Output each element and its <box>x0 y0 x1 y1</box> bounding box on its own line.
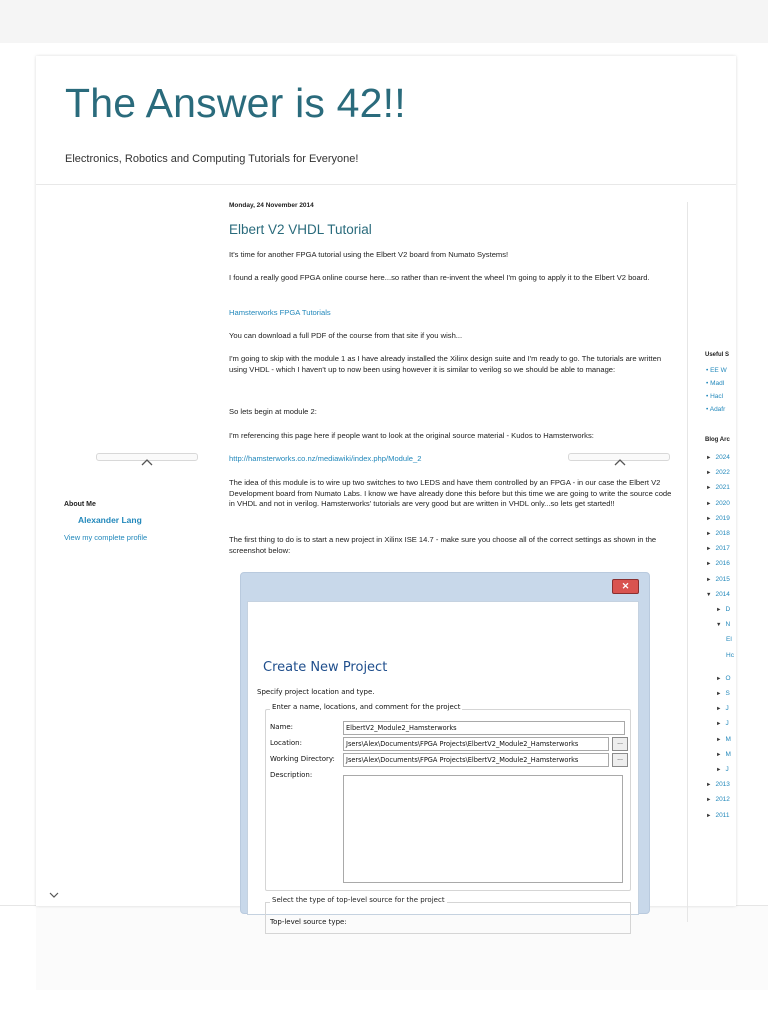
post-paragraph: The idea of this module is to wire up two switches to two LEDS and have them controlled by an FPGA - in our case the Elbert V2 Development board from Numato Labs. I know we have already done this before but this time we are going to write the source code in VHDL and not in verilog. Hamsterworks' tutorials are very good but are written in VHDL only...so lets get started!! <box>229 478 672 508</box>
archive-label[interactable]: M <box>725 735 731 743</box>
archive-heading: Blog Arc <box>705 437 730 443</box>
group-legend: Enter a name, locations, and comment for the project <box>272 703 461 711</box>
post-paragraph: You can download a full PDF of the course from that site if you wish... <box>229 331 463 340</box>
archive-label[interactable]: J <box>725 766 729 773</box>
expand-triangle-icon[interactable]: ► <box>706 485 712 492</box>
useful-sites-heading: Useful S <box>705 352 730 358</box>
archive-label[interactable]: 2017 <box>715 545 730 553</box>
working-dir-browse-button: ... <box>612 753 628 767</box>
expand-triangle-icon[interactable]: ► <box>706 797 712 804</box>
archive-year[interactable] <box>706 545 730 552</box>
right-sidebar <box>704 352 744 892</box>
header-divider <box>36 184 736 185</box>
hamsterworks-link[interactable]: Hamsterworks FPGA Tutorials <box>229 308 331 317</box>
archive-month[interactable] <box>716 720 729 727</box>
useful-link[interactable]: • Hacl <box>706 393 724 400</box>
expand-triangle-icon[interactable]: ► <box>716 675 722 682</box>
close-icon: ✕ <box>612 579 639 594</box>
archive-month[interactable] <box>716 606 730 613</box>
expand-triangle-icon[interactable]: ► <box>706 546 712 553</box>
expand-triangle-icon[interactable]: ► <box>716 767 722 773</box>
archive-year[interactable] <box>706 796 730 803</box>
archive-label[interactable]: D <box>725 606 731 613</box>
module2-url-link[interactable]: http://hamsterworks.co.nz/mediawiki/index.php/Module_2 <box>229 454 422 463</box>
archive-label[interactable]: 2018 <box>715 530 730 537</box>
profile-link[interactable]: View my complete profile <box>64 533 148 542</box>
archive-month[interactable] <box>716 751 731 758</box>
archive-label[interactable]: 2021 <box>715 484 730 492</box>
archive-year[interactable] <box>706 454 730 461</box>
archive-label[interactable]: S <box>725 690 730 697</box>
archive-month[interactable] <box>716 690 730 697</box>
archive-label[interactable]: 2020 <box>715 499 730 507</box>
archive-label[interactable]: J <box>725 705 729 713</box>
post-paragraph: I'm going to skip with the module 1 as I have already installed the Xilinx design suite and I'm ready to go. The tutorials are written using VHDL - which I haven't up to now been using however it is similar to verilog so we should be able to manage: <box>229 354 662 374</box>
archive-label[interactable]: 2012 <box>715 796 730 804</box>
collapse-triangle-icon[interactable]: ▼ <box>716 622 722 629</box>
archive-label[interactable]: 2015 <box>715 575 730 583</box>
archive-label[interactable]: 2014 <box>715 590 730 598</box>
expand-triangle-icon[interactable]: ► <box>706 470 712 477</box>
archive-label[interactable]: M <box>725 750 731 758</box>
useful-link[interactable]: • Madl <box>706 380 725 387</box>
archive-month[interactable] <box>716 766 729 773</box>
archive-label[interactable]: 2024 <box>715 454 730 461</box>
expand-triangle-icon[interactable]: ► <box>716 736 722 743</box>
archive-label[interactable]: 2016 <box>715 560 730 568</box>
name-field: ElbertV2_Module2_Hamsterworks <box>343 721 625 735</box>
post-column-divider <box>687 202 688 922</box>
location-label: Location: <box>270 739 302 747</box>
archive-year[interactable] <box>706 812 729 819</box>
expand-triangle-icon[interactable]: ► <box>716 607 722 613</box>
expand-triangle-icon[interactable]: ► <box>716 691 722 697</box>
wizard-body <box>247 601 639 926</box>
location-browse-button: ... <box>612 737 628 751</box>
description-label: Description: <box>270 771 313 779</box>
name-label: Name: <box>270 723 294 731</box>
archive-year[interactable] <box>706 500 730 507</box>
archive-label[interactable]: O <box>725 674 731 682</box>
archive-year[interactable] <box>706 530 730 537</box>
wizard-heading: Create New Project <box>263 660 388 675</box>
post-paragraph: It's time for another FPGA tutorial using the Elbert V2 board from Numato Systems! <box>229 250 509 259</box>
expand-triangle-icon[interactable]: ► <box>716 706 722 713</box>
archive-year[interactable] <box>706 515 730 522</box>
post-paragraph: So lets begin at module 2: <box>229 407 317 416</box>
post-date: Monday, 24 November 2014 <box>229 202 314 209</box>
useful-link[interactable]: • EE W <box>706 367 727 374</box>
archive-year[interactable] <box>706 781 730 788</box>
chevron-up-icon[interactable] <box>613 457 627 467</box>
archive-year[interactable] <box>706 484 730 491</box>
collapse-triangle-icon[interactable]: ▼ <box>706 591 712 598</box>
expand-triangle-icon[interactable]: ► <box>706 531 712 537</box>
working-dir-label: Working Directory: <box>270 755 335 763</box>
working-dir-field: Jsers\Alex\Documents\FPGA Projects\ElbertV2_Module2_Hamsterworks <box>343 753 609 767</box>
useful-link[interactable]: • Adafr <box>706 406 726 413</box>
archive-label[interactable]: J <box>725 720 729 728</box>
chevron-up-icon[interactable] <box>140 457 154 467</box>
group-legend: Select the type of top-level source for the project <box>272 896 445 904</box>
about-heading: About Me <box>64 501 96 508</box>
chevron-down-icon[interactable] <box>48 891 60 899</box>
top-band <box>0 0 768 43</box>
archive-year[interactable] <box>706 591 730 598</box>
location-field: Jsers\Alex\Documents\FPGA Projects\ElbertV2_Module2_Hamsterworks <box>343 737 609 751</box>
archive-label[interactable]: 2013 <box>715 781 730 789</box>
expand-triangle-icon[interactable]: ► <box>706 515 712 522</box>
archive-month[interactable] <box>716 621 730 628</box>
wizard-screenshot <box>240 572 650 926</box>
post-title[interactable]: Elbert V2 VHDL Tutorial <box>229 222 372 237</box>
author-name-link[interactable]: Alexander Lang <box>78 515 142 525</box>
post-paragraph: I found a really good FPGA online course here...so rather than re-invent the wheel I'm going to apply it to the Elbert V2 board. <box>229 273 650 282</box>
archive-post-link[interactable]: El <box>726 636 732 644</box>
blog-title[interactable]: The Answer is 42!! <box>65 80 406 126</box>
archive-label[interactable]: 2011 <box>715 811 730 819</box>
expand-triangle-icon[interactable]: ► <box>716 751 722 758</box>
expand-triangle-icon[interactable]: ► <box>706 782 712 789</box>
expand-triangle-icon[interactable]: ► <box>706 576 712 583</box>
archive-year[interactable] <box>706 560 730 567</box>
expand-triangle-icon[interactable]: ► <box>706 500 712 507</box>
archive-label[interactable]: 2019 <box>715 514 730 522</box>
wizard-subheading: Specify project location and type. <box>257 688 375 696</box>
top-level-label: Top-level source type: <box>270 918 347 926</box>
archive-label[interactable]: 2022 <box>715 469 730 477</box>
archive-month[interactable] <box>716 736 731 743</box>
archive-month[interactable] <box>716 705 729 712</box>
archive-year[interactable] <box>706 576 730 583</box>
archive-label[interactable]: N <box>725 621 731 629</box>
post-paragraph: I'm referencing this page here if people want to look at the original source material - Kudos to Hamsterworks: <box>229 431 594 440</box>
archive-month[interactable] <box>716 675 731 682</box>
expand-triangle-icon[interactable]: ► <box>706 561 712 568</box>
expand-triangle-icon[interactable]: ► <box>706 455 712 461</box>
archive-year[interactable] <box>706 469 730 476</box>
blog-description: Electronics, Robotics and Computing Tutorials for Everyone! <box>65 153 359 165</box>
expand-triangle-icon[interactable]: ► <box>716 721 722 728</box>
blog-page <box>36 56 736 926</box>
archive-post-link[interactable]: Hc <box>726 651 734 659</box>
description-field <box>343 775 623 883</box>
post-paragraph: The first thing to do is to start a new project in Xilinx ISE 14.7 - make sure you choose all of the correct settings as shown in the screenshot below: <box>229 535 657 555</box>
expand-triangle-icon[interactable]: ► <box>706 812 712 819</box>
